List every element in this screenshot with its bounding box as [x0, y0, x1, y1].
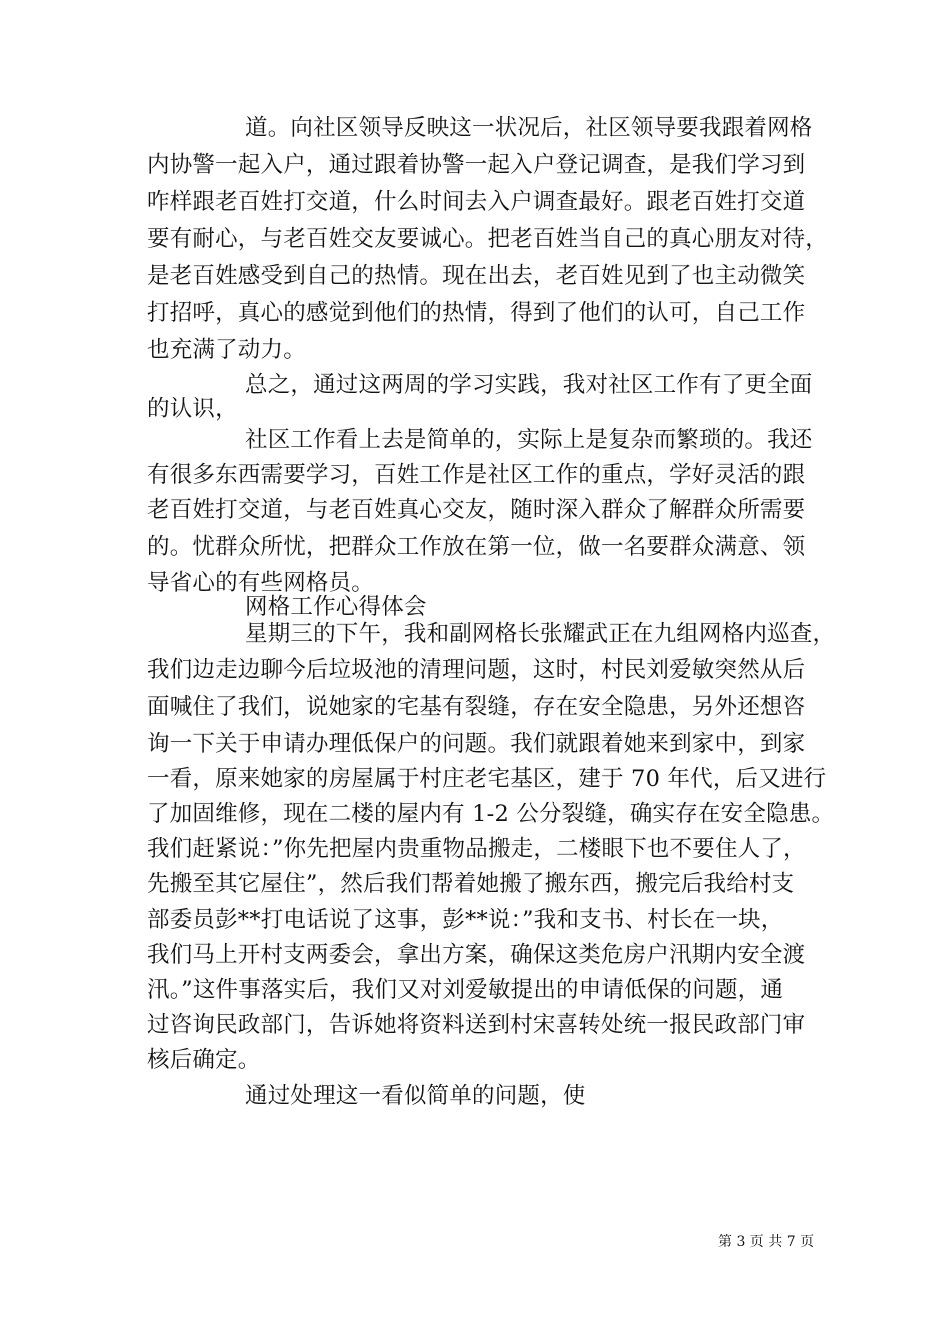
- text-line: 内协警一起入户，通过跟着协警一起入户登记调查，是我们学习到: [147, 152, 806, 178]
- text-line: 的认识，: [147, 396, 238, 422]
- text-line: 询一下关于申请办理低保户的问题。我们就跟着她来到家中，到家: [147, 731, 806, 757]
- text-line: 了加固维修，现在二楼的屋内有 1-2 公分裂缝，确实存在安全隐患。: [147, 801, 835, 827]
- text-line: 老百姓打交道，与老百姓真心交友，随时深入群众了解群众所需要: [147, 497, 806, 523]
- text-line: 导省心的有些网格员。: [147, 570, 375, 596]
- text-line: 星期三的下午，我和副网格长张耀武正在九组网格内巡查，: [245, 621, 836, 647]
- text-line: 要有耐心，与老百姓交友要诚心。把老百姓当自己的真心朋友对待，: [147, 226, 829, 252]
- text-line: 我们赶紧说：”你先把屋内贵重物品搬走，二楼眼下也不要住人了，: [147, 836, 806, 862]
- text-line: 先搬至其它屋住”，然后我们帮着她搬了搬东西，搬完后我给村支: [147, 871, 795, 897]
- text-line: 是老百姓感受到自己的热情。现在出去，老百姓见到了也主动微笑: [147, 263, 806, 289]
- text-line: 我们边走边聊今后垃圾池的清理问题，这时，村民刘爱敏突然从后: [147, 657, 806, 683]
- text-line: 有很多东西需要学习，百姓工作是社区工作的重点，学好灵活的跟: [147, 462, 806, 488]
- text-line: 道。向社区领导反映这一状况后，社区领导要我跟着网格: [245, 115, 813, 141]
- text-line: 面喊住了我们，说她家的宅基有裂缝，存在安全隐患，另外还想咨: [147, 694, 806, 720]
- text-line: 我们马上开村支两委会，拿出方案，确保这类危房户汛期内安全渡: [147, 942, 806, 968]
- text-line: 通过处理这一看似简单的问题，使: [245, 1083, 586, 1109]
- text-line: 一看，原来她家的房屋属于村庄老宅基区，建于 70 年代，后又进行: [147, 766, 827, 792]
- text-line: 核后确定。: [147, 1047, 261, 1073]
- text-line: 咋样跟老百姓打交道，什么时间去入户调查最好。跟老百姓打交道: [147, 189, 806, 215]
- text-line: 汛。”这件事落实后，我们又对刘爱敏提出的申请低保的问题，通: [147, 977, 784, 1003]
- text-line: 社区工作看上去是简单的，实际上是复杂而繁琐的。我还: [245, 427, 813, 453]
- section-heading: 网格工作心得体会: [245, 594, 427, 620]
- text-line: 过咨询民政部门，告诉她将资料送到村宋喜转处统一报民政部门审: [147, 1012, 806, 1038]
- text-line: 打招呼，真心的感觉到他们的热情，得到了他们的认可，自己工作: [147, 300, 806, 326]
- text-line: 也充满了动力。: [147, 337, 306, 363]
- text-line: 总之，通过这两周的学习实践，我对社区工作有了更全面: [245, 372, 813, 398]
- page-number: 第 3 页 共 7 页: [718, 1234, 815, 1250]
- text-line: 的。忧群众所忧，把群众工作放在第一位，做一名要群众满意、领: [147, 534, 806, 560]
- text-line: 部委员彭**打电话说了这事，彭**说：”我和支书、村长在一块，: [147, 907, 784, 933]
